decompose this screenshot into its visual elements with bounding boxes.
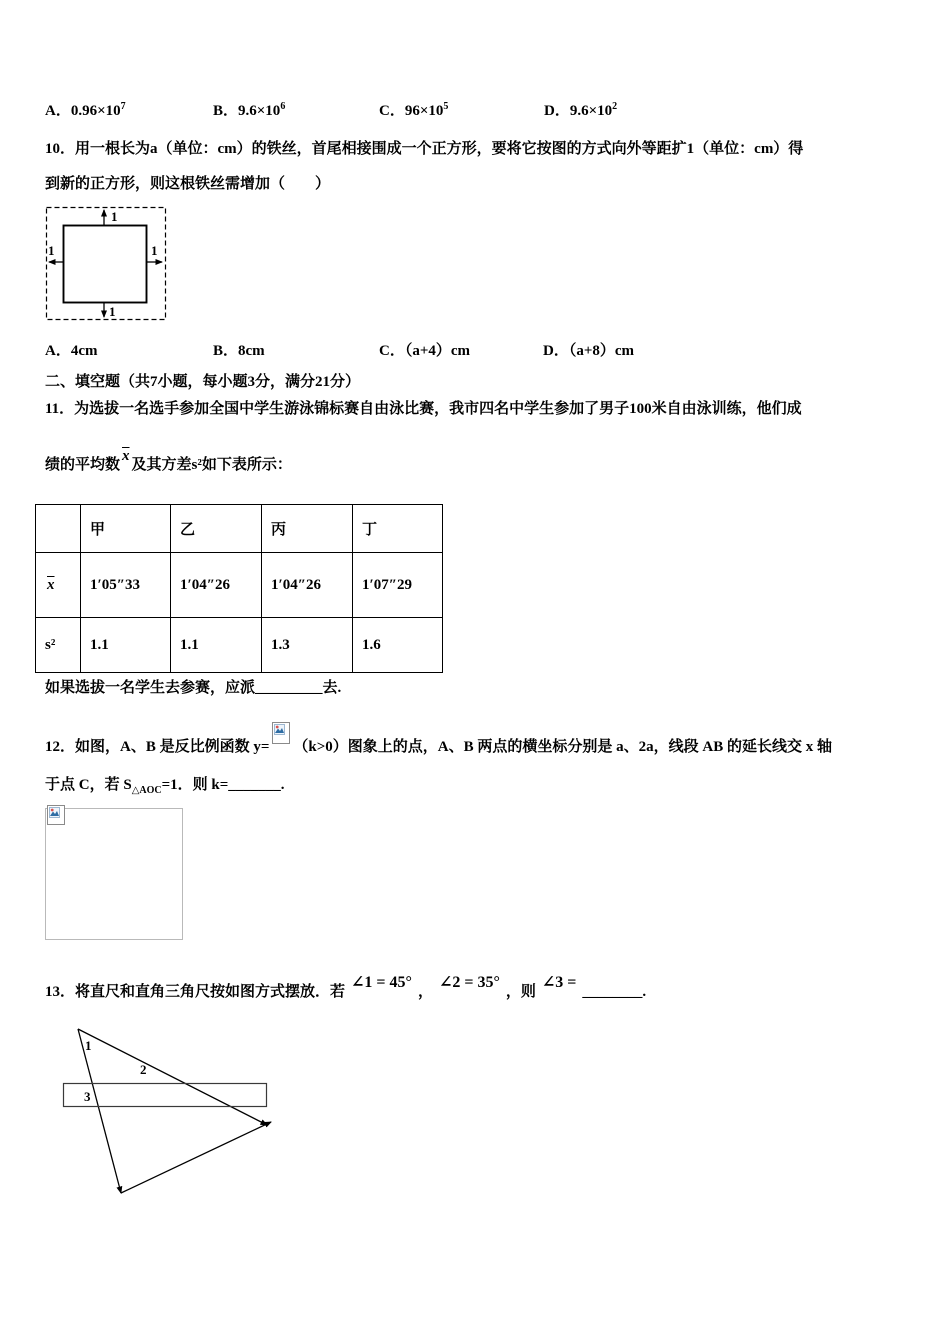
q13-ruler-triangle-figure [60, 1022, 295, 1207]
q13-pre-text: 13．将直尺和直角三角尺按如图方式摆放．若 [45, 984, 346, 1000]
variance-row-label-cell: s² [36, 618, 81, 673]
angle3-label: 3 [84, 1089, 91, 1104]
variance-cell-jia: 1.1 [81, 618, 171, 673]
q10-text-line2: 到新的正方形，则这根铁丝需增加（ ） [45, 176, 331, 192]
q13-angle1-equation: ∠1 = 45° [351, 974, 412, 991]
q10-text-line1: 10．用一根长为a（单位：cm）的铁丝，首尾相接围成一个正方形，要将它按图的方式向外等距扩1（单位：cm）得 [45, 141, 804, 157]
q12-line2-post: =1．则 k=_______. [161, 777, 285, 793]
gap-label-top: 1 [111, 209, 118, 224]
mean-symbol: $\overline{x}$ [47, 576, 55, 593]
broken-image-icon [272, 722, 290, 757]
q9-option-d [544, 101, 617, 121]
q13-angle2-equation: ∠2 = 35° [438, 974, 500, 991]
q11-line2-post: 及其方差s²如下表所示： [131, 457, 292, 473]
variance-cell-bing: 1.3 [262, 618, 353, 673]
q12-line2-pre: 于点 C，若 S [45, 777, 132, 793]
q9-option-a [45, 101, 126, 121]
angle2-label: 2 [140, 1062, 147, 1077]
q13-separator1: ， [417, 984, 433, 1000]
section2-heading: 二、填空题（共7小题，每小题3分，满分21分） [45, 374, 361, 390]
q11-line2-pre: 绩的平均数 [45, 457, 121, 473]
mean-cell-jia: 1′05″33 [81, 553, 171, 618]
broken-image-icon [47, 805, 65, 830]
inner-solid-square [64, 226, 147, 303]
gap-label-right: 1 [151, 243, 158, 258]
table-header-bing: 丙 [262, 505, 353, 553]
q9-option-a-text: A．0.96×10 [45, 103, 121, 119]
q10-options-row [0, 341, 950, 361]
gap-label-left: 1 [48, 243, 55, 258]
q12-text-line1 [45, 722, 832, 757]
gap-label-bottom: 1 [109, 304, 116, 319]
table-header-yi: 乙 [171, 505, 262, 553]
table-variance-row [36, 618, 443, 673]
q9-option-c-exp: 5 [443, 101, 449, 112]
triangle-lower-side [121, 1122, 271, 1193]
ruler-rectangle [64, 1084, 267, 1107]
q10-option-c: C．（a+4）cm [379, 343, 471, 359]
mean-cell-bing: 1′04″26 [262, 553, 353, 618]
q9-option-b-exp: 6 [280, 101, 286, 112]
mean-row-label-cell [36, 553, 81, 618]
triangle-left-side [78, 1029, 121, 1193]
variance-cell-yi: 1.1 [171, 618, 262, 673]
table-header-row [36, 505, 443, 553]
q9-option-d-text: D．9.6×10 [544, 103, 613, 119]
q13-angle3-expression: ∠3 = [541, 974, 577, 991]
mean-cell-ding: 1′07″29 [353, 553, 443, 618]
q13-text-line [45, 974, 647, 1002]
q11-text-line2 [45, 448, 292, 475]
q11-table [35, 504, 443, 673]
q11-conclusion: 如果选拔一名学生去参赛，应派_________去. [45, 680, 342, 696]
variance-cell-ding: 1.6 [353, 618, 443, 673]
mean-symbol: $\overline{x}$ [122, 448, 130, 464]
q11-text-line1: 11．为选拔一名选手参加全国中学生游泳锦标赛自由泳比赛，我市四名中学生参加了男子100米自由泳训练，他们成 [45, 401, 802, 417]
q9-option-c [379, 101, 448, 121]
q10-option-d: D．（a+8）cm [543, 343, 635, 359]
mean-cell-yi: 1′04″26 [171, 553, 262, 618]
q12-figure-placeholder [45, 808, 183, 940]
angle1-label: 1 [85, 1038, 92, 1053]
q13-separator2: ，则 [505, 984, 536, 1000]
q10-option-a: A．4cm [45, 343, 98, 359]
table-mean-row [36, 553, 443, 618]
q9-option-c-text: C．96×10 [379, 103, 444, 119]
q9-option-a-exp: 7 [120, 101, 126, 112]
table-header-ding: 丁 [353, 505, 443, 553]
table-corner-cell [36, 505, 81, 553]
q13-answer-blank: ________. [582, 984, 647, 1000]
q9-option-b [213, 101, 285, 121]
q12-text-line2 [45, 775, 285, 795]
q9-option-d-exp: 2 [612, 101, 618, 112]
triangle-upper-side [78, 1029, 267, 1125]
q9-options-row [0, 101, 950, 121]
q12-line1-post: （k>0）图象上的点，A、B 两点的横坐标分别是 a、2a，线段 AB 的延长线交 x 轴 [293, 739, 832, 755]
q9-option-b-text: B．9.6×10 [213, 103, 281, 119]
q12-line1-pre: 12．如图，A、B 是反比例函数 y= [45, 739, 270, 755]
table-header-jia: 甲 [81, 505, 171, 553]
q12-triangle-subscript: △AOC [131, 785, 162, 796]
q10-option-b: B．8cm [213, 343, 265, 359]
q10-square-figure [45, 204, 169, 323]
